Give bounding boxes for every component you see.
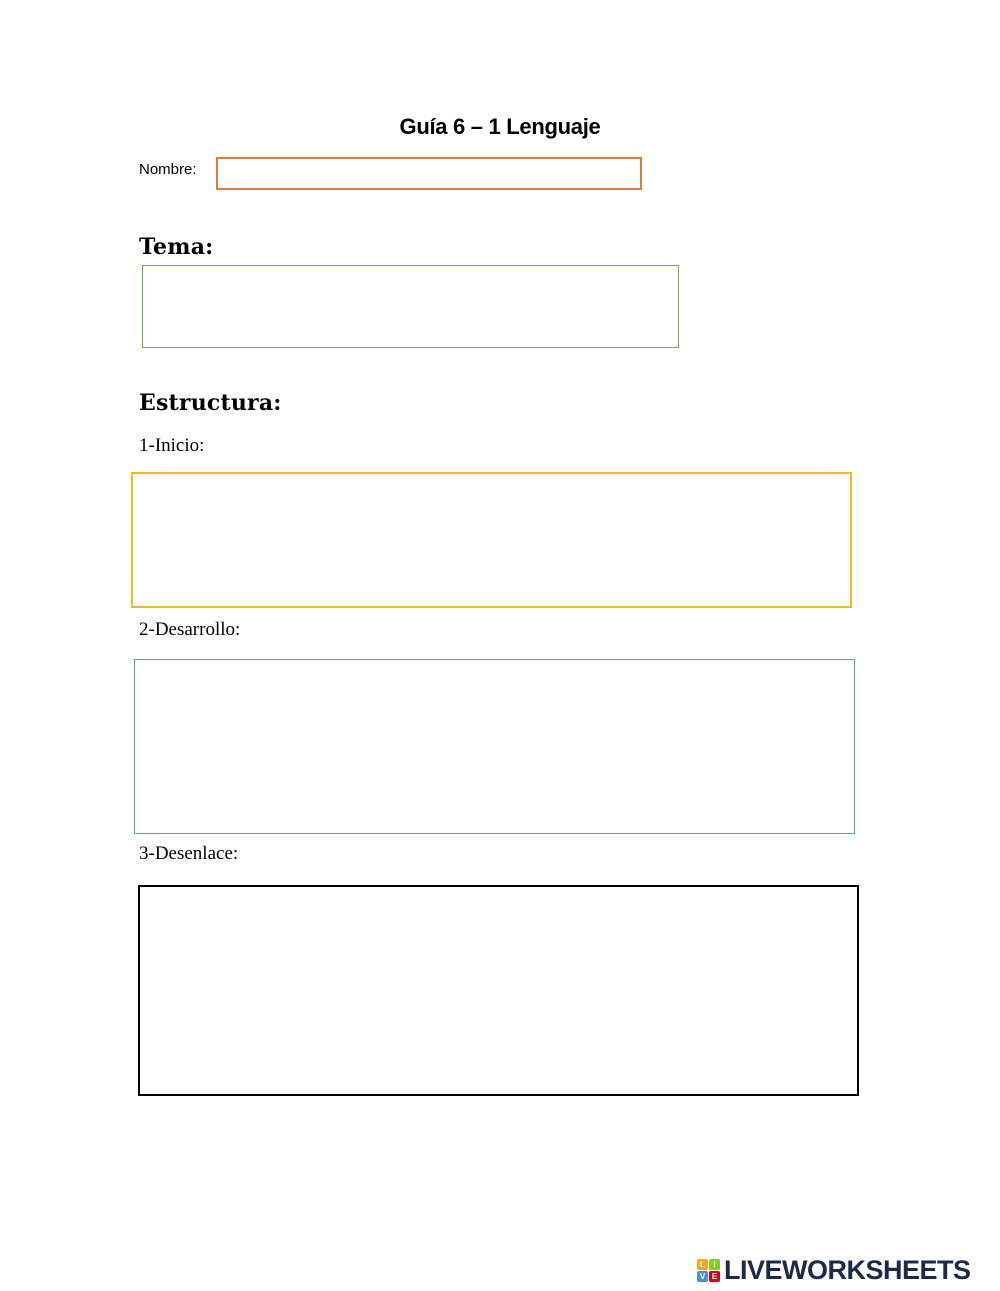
tema-heading: Tema: <box>139 234 214 260</box>
logo-letter-v: V <box>697 1271 708 1282</box>
desarrollo-field[interactable] <box>134 659 855 834</box>
desarrollo-label: 2-Desarrollo: <box>139 619 241 640</box>
page-title: Guía 6 – 1 Lenguaje <box>399 114 601 139</box>
liveworksheets-brand <box>697 1255 971 1286</box>
desenlace-label: 3-Desenlace: <box>139 843 239 864</box>
nombre-label: Nombre: <box>139 161 197 178</box>
nombre-field[interactable] <box>216 157 642 190</box>
desenlace-field[interactable] <box>138 885 859 1096</box>
liveworksheets-logo-icon <box>697 1259 720 1282</box>
brand-name: LIVEWORKSHEETS <box>724 1255 971 1285</box>
logo-letter-l: L <box>697 1259 708 1270</box>
estructura-heading: Estructura: <box>139 390 282 416</box>
inicio-label: 1-Inicio: <box>139 435 205 456</box>
tema-field[interactable] <box>142 265 679 348</box>
logo-letter-e: E <box>709 1271 720 1282</box>
logo-letter-i: I <box>709 1259 720 1270</box>
inicio-field[interactable] <box>131 472 852 608</box>
